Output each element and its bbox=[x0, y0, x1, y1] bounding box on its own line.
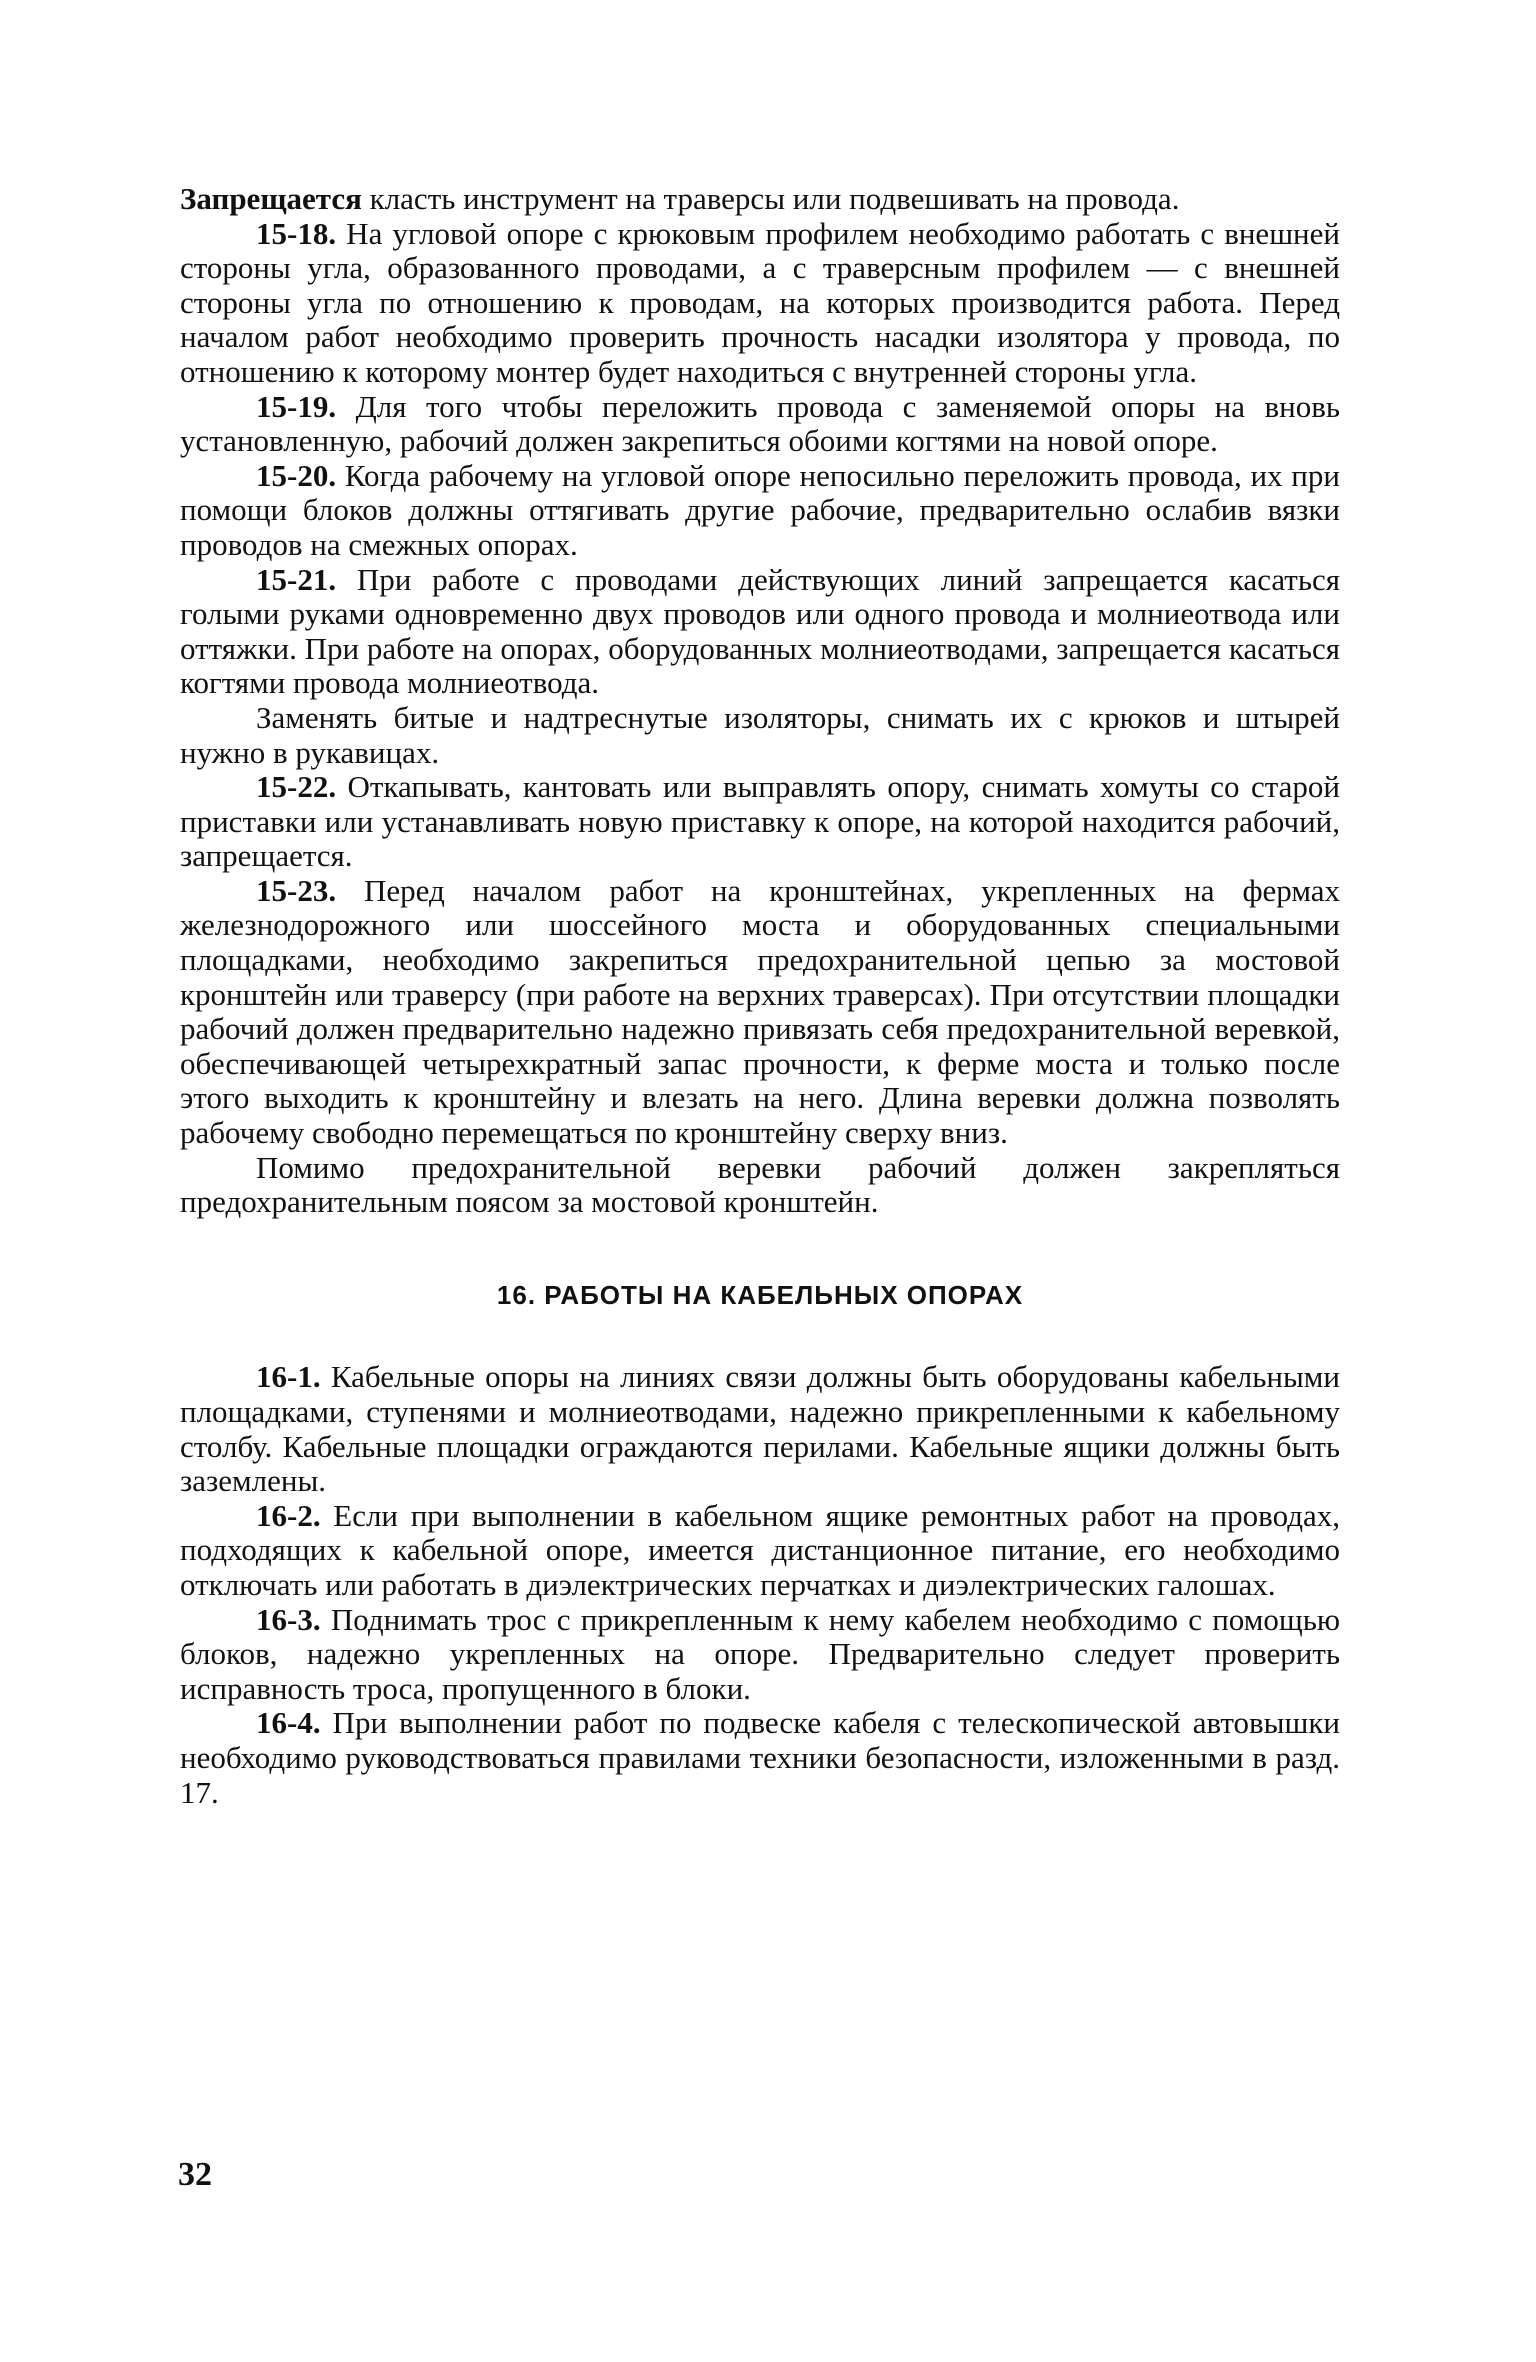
paragraph-number: 15-19. bbox=[256, 388, 337, 424]
paragraph-text: Помимо предохранительной веревки рабочий должен закрепляться предохранительным поясом за мостовой кронштейн. bbox=[180, 1149, 1340, 1220]
paragraph-number: 15-20. bbox=[256, 457, 337, 493]
paragraph-16-4 bbox=[180, 1706, 1340, 1810]
paragraph-text: Заменять битые и надтреснутые изоляторы, снимать их с крюков и штырей нужно в рукавицах. bbox=[180, 699, 1340, 770]
paragraph-15-20 bbox=[180, 459, 1340, 563]
paragraph-text: Перед началом работ на кронштейнах, укрепленных на фермах железнодорожного или шоссейного моста и оборудованных специальными площадками, необходимо закрепиться предохранительной цепью за мостовой кронштейн или траверсу (при работе на верхних траверсах). При отсутствии площадки рабочий должен предварительно надежно привязать себя предохранительной веревкой, обеспечивающей четырехкратный запас прочности, к ферме моста и только после этого выходить к кронштейну и влезать на него. Длина веревки должна позволять рабочему свободно перемещаться по кронштейну сверху вниз. bbox=[180, 872, 1340, 1151]
paragraph-text: Откапывать, кантовать или выправлять опору, снимать хомуты со старой приставки или устанавливать новую приставку к опоре, на которой находится рабочий, запрещается. bbox=[180, 769, 1340, 874]
paragraph-safety-rope bbox=[180, 1151, 1340, 1220]
paragraph-text: Когда рабочему на угловой опоре непосильно переложить провода, их при помощи блоков должны оттягивать другие рабочие, предварительно ослабив вязки проводов на смежных опорах. bbox=[180, 457, 1340, 562]
paragraph-text: Если при выполнении в кабельном ящике ремонтных работ на проводах, подходящих к кабельной опоре, имеется дистанционное питание, его необходимо отключать или работать в диэлектрических перчатках и диэлектрических галошах. bbox=[180, 1497, 1340, 1602]
paragraph-text: Для того чтобы переложить провода с заменяемой опоры на вновь установленную, рабочий должен закрепиться обоими когтями на новой опоре. bbox=[180, 388, 1340, 459]
paragraph-number: 15-23. bbox=[256, 872, 337, 908]
page-number: 32 bbox=[178, 2156, 212, 2193]
paragraph-16-1 bbox=[180, 1360, 1340, 1498]
document-page bbox=[180, 182, 1340, 1810]
paragraph-prohibition bbox=[180, 182, 1340, 217]
paragraph-lead: Запрещается bbox=[180, 181, 362, 216]
paragraph-15-18 bbox=[180, 217, 1340, 390]
paragraph-text: На угловой опоре с крюковым профилем необходимо работать с внешней стороны угла, образованного проводами, а с траверсным профилем — с внешней стороны угла по отношению к проводам, на которых производится работа. Перед началом работ необходимо проверить прочность насадки изолятора у провода, по отношению к которому монтер будет находиться с внутренней стороны угла. bbox=[180, 215, 1340, 389]
section-title: 16. РАБОТЫ НА КАБЕЛЬНЫХ ОПОРАХ bbox=[496, 1279, 1024, 1310]
paragraph-text: Поднимать трос с прикрепленным к нему кабелем необходимо с помощью блоков, надежно укрепленных на опоре. Предварительно следует проверить исправность троса, пропущенного в блоки. bbox=[180, 1601, 1340, 1706]
paragraph-text: При выполнении работ по подвеске кабеля с телескопической автовышки необходимо руководствоваться правилами техники безопасности, изложенными в разд. 17. bbox=[180, 1705, 1340, 1810]
paragraph-number: 16-2. bbox=[256, 1497, 321, 1533]
paragraph-text: Кабельные опоры на линиях связи должны быть оборудованы кабельными площадками, ступенями и молниеотводами, надежно прикрепленными к кабельному столбу. Кабельные площадки ограждаются перилами. Кабельные ящики должны быть заземлены. bbox=[180, 1359, 1340, 1499]
paragraph-text: класть инструмент на траверсы или подвешивать на провода. bbox=[361, 181, 1180, 216]
paragraph-number: 15-18. bbox=[256, 215, 337, 251]
paragraph-insulators bbox=[180, 701, 1340, 770]
paragraph-15-22 bbox=[180, 770, 1340, 874]
paragraph-15-23 bbox=[180, 874, 1340, 1151]
paragraph-15-19 bbox=[180, 390, 1340, 459]
paragraph-number: 16-3. bbox=[256, 1601, 321, 1637]
paragraph-number: 16-1. bbox=[256, 1359, 321, 1395]
paragraph-number: 15-21. bbox=[256, 561, 337, 597]
paragraph-number: 15-22. bbox=[256, 769, 337, 805]
paragraph-16-3 bbox=[180, 1603, 1340, 1707]
paragraph-text: При работе с проводами действующих линий запрещается касаться голыми руками одновременно двух проводов или одного провода и молниеотвода или оттяжки. При работе на опорах, оборудованных молниеотводами, запрещается касаться когтями провода молниеотвода. bbox=[180, 561, 1340, 701]
paragraph-16-2 bbox=[180, 1499, 1340, 1603]
paragraph-number: 16-4. bbox=[256, 1705, 321, 1741]
paragraph-15-21 bbox=[180, 563, 1340, 701]
